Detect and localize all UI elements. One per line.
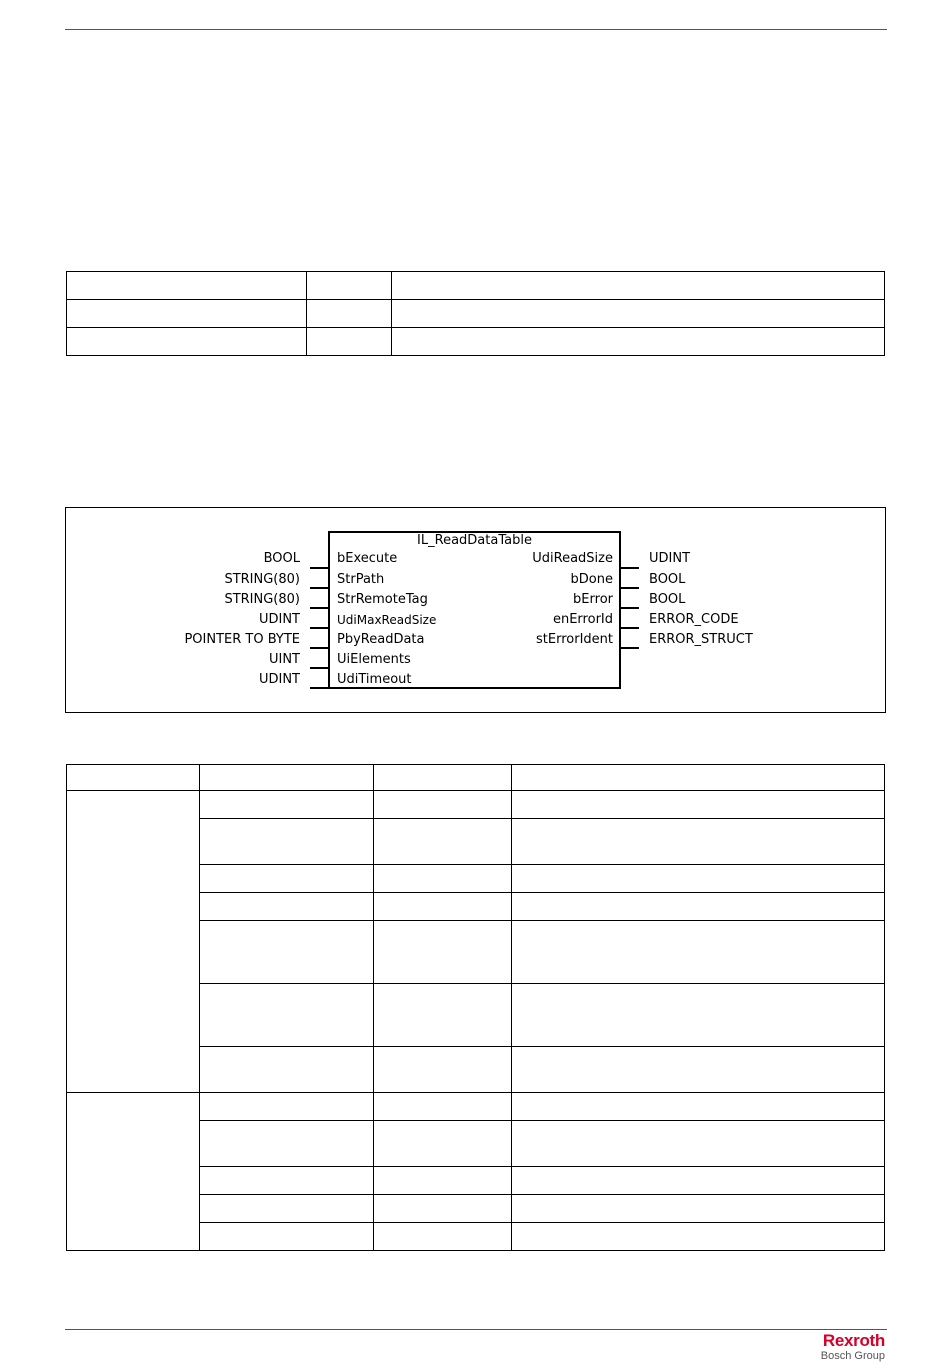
input-pin (310, 567, 328, 569)
output-pin (621, 567, 639, 569)
input-pin (310, 627, 328, 629)
logo-brand: Rexroth (822, 1331, 885, 1350)
input-pin (310, 607, 328, 609)
input-pin (310, 687, 328, 689)
output-name: bDone (570, 572, 613, 587)
output-pin (621, 587, 639, 589)
output-pin (621, 627, 639, 629)
input-name: StrRemoteTag (337, 592, 428, 607)
input-name: StrPath (337, 572, 385, 587)
input-type: UINT (268, 652, 300, 667)
output-name: enErrorId (552, 612, 613, 627)
input-pin (310, 647, 328, 649)
input-name: bExecute (337, 551, 398, 566)
input-type: BOOL (263, 551, 300, 566)
output-name: bError (573, 592, 613, 607)
overview-table (66, 271, 885, 356)
parameter-table (66, 764, 885, 1251)
input-name: UdiMaxReadSize (337, 613, 437, 627)
output-type: ERROR_STRUCT (649, 632, 753, 647)
output-type: BOOL (649, 572, 686, 587)
output-name: stErrorIdent (536, 632, 613, 647)
input-name: UiElements (337, 652, 411, 667)
function-block-title: IL_ReadDataTable (417, 533, 532, 548)
table-row (67, 791, 885, 819)
rexroth-logo (795, 1331, 885, 1362)
table-row (67, 272, 885, 300)
output-name: UdiReadSize (532, 551, 613, 566)
header-rule (65, 29, 887, 30)
output-type: BOOL (649, 592, 686, 607)
input-pin (310, 667, 328, 669)
input-pin (310, 587, 328, 589)
table-row (67, 300, 885, 328)
input-name: UdiTimeout (337, 672, 412, 687)
output-pin (621, 607, 639, 609)
input-type: UDINT (258, 612, 300, 627)
input-type: STRING(80) (224, 592, 300, 607)
table-row (67, 1093, 885, 1121)
footer-rule (65, 1329, 887, 1330)
group-cell-outputs (67, 1093, 200, 1251)
input-type: POINTER TO BYTE (184, 632, 300, 647)
logo-group: Bosch Group (820, 1350, 885, 1362)
group-cell-inputs (67, 791, 200, 1093)
table-header-row (67, 765, 885, 791)
table-row (67, 328, 885, 356)
output-type: UDINT (649, 551, 691, 566)
output-pin (621, 647, 639, 649)
input-name: PbyReadData (337, 632, 425, 647)
input-type: UDINT (258, 672, 300, 687)
output-type: ERROR_CODE (649, 612, 739, 627)
input-type: STRING(80) (224, 572, 300, 587)
